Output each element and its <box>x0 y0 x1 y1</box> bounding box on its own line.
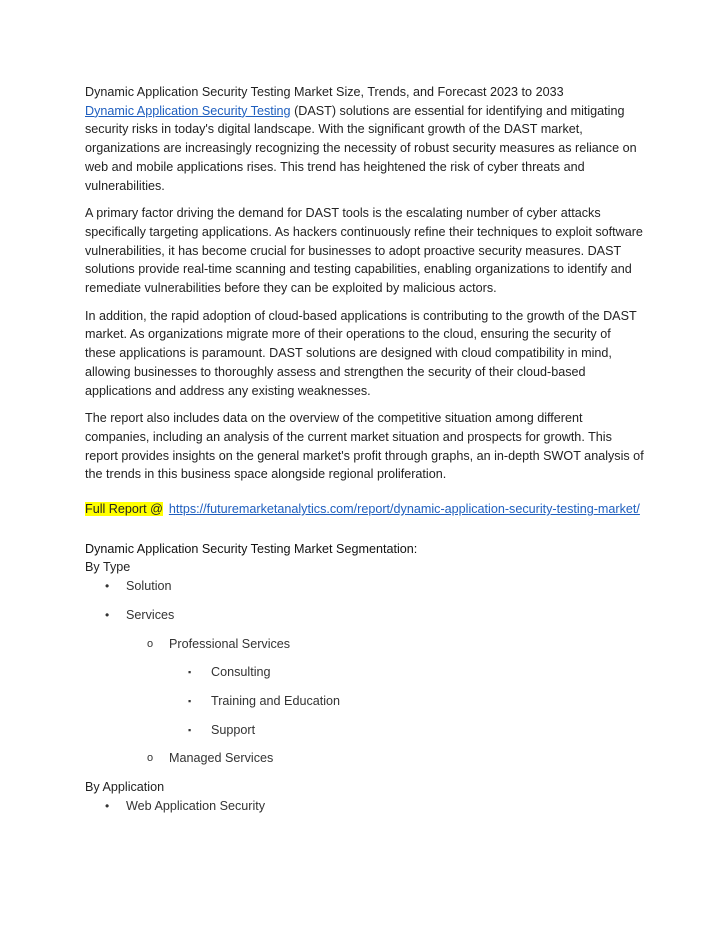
full-report-line <box>85 500 645 519</box>
intro-paragraph <box>85 83 645 195</box>
segmentation-heading: Dynamic Application Security Testing Market Segmentation: <box>85 541 418 556</box>
bullet-disc-icon: • <box>105 579 110 594</box>
list-item-web-application-security <box>85 797 645 816</box>
list-item-support <box>85 721 645 740</box>
list-item-training-education <box>85 692 645 711</box>
list-item-services <box>85 606 645 625</box>
bullet-square-icon: ▪ <box>188 695 192 706</box>
full-report-link[interactable]: https://futuremarketanalytics.com/report/dynamic-application-security-testing-market/ <box>168 502 640 517</box>
item-label: Managed Services <box>169 751 274 766</box>
document-title: Dynamic Application Security Testing Market Size, Trends, and Forecast 2023 to 2033 <box>85 85 564 99</box>
bullet-disc-icon: • <box>105 798 110 813</box>
item-label: Services <box>126 607 175 622</box>
list-item-consulting <box>85 663 645 682</box>
item-label: Consulting <box>211 665 271 680</box>
item-label: Training and Education <box>211 693 341 708</box>
list-item-professional-services <box>85 635 645 654</box>
list-item-solution <box>85 577 645 596</box>
paragraph-drivers: A primary factor driving the demand for DAST tools is the escalating number of cyber attacks specifically targeting applications. As hackers continuously refine their techniques to exploit software vulnerabilities, it has become crucial for businesses to adopt proactive security measures. DAST solutions provide real-time scanning and testing capabilities, enabling organizations to identify and remediate vulnerabilities before they can be exploited by malicious actors. <box>85 206 643 296</box>
bullet-disc-icon: • <box>105 607 110 622</box>
list-item-managed-services <box>85 749 645 768</box>
item-label: Web Application Security <box>126 798 266 813</box>
bullet-square-icon: ▪ <box>188 724 192 735</box>
paragraph-report: The report also includes data on the overview of the competitive situation among different companies, including an analysis of the current market situation and prospects for growth. This report provides insights on the general market's profit through graphs, an in-depth SWOT analysis of the trends in this business space alongside regional proliferation. <box>85 411 644 482</box>
bullet-square-icon: ▪ <box>188 667 192 678</box>
bullet-circle-icon: o <box>147 752 154 765</box>
item-label: Support <box>211 722 256 737</box>
by-type-label: By Type <box>85 560 131 575</box>
paragraph-cloud: In addition, the rapid adoption of cloud-based applications is contributing to the growth of the DAST market. As organizations migrate more of their operations to the cloud, ensuring the security of these applications is paramount. DAST solutions are designed with cloud compatibility in mind, allowing businesses to thoroughly assess and strengthen the security of their cloud-based applications and address any existing weaknesses. <box>85 308 637 398</box>
item-label: Professional Services <box>169 636 291 651</box>
item-label: Solution <box>126 579 172 594</box>
dast-link[interactable]: Dynamic Application Security Testing <box>85 103 291 118</box>
intro-text: (DAST) solutions are essential for identifying and mitigating security risks in today's digital landscape. With the significant growth of the DAST market, organizations are increasingly recognizing the necessity of robust security measures as reliance on web and mobile applications rises. This trend has heightened the risk of cyber threats and vulnerabilities. <box>85 103 637 193</box>
bullet-circle-icon: o <box>147 637 154 650</box>
full-report-label: Full Report @ <box>85 502 163 517</box>
by-application-label: By Application <box>85 780 165 795</box>
document-body <box>85 83 645 816</box>
